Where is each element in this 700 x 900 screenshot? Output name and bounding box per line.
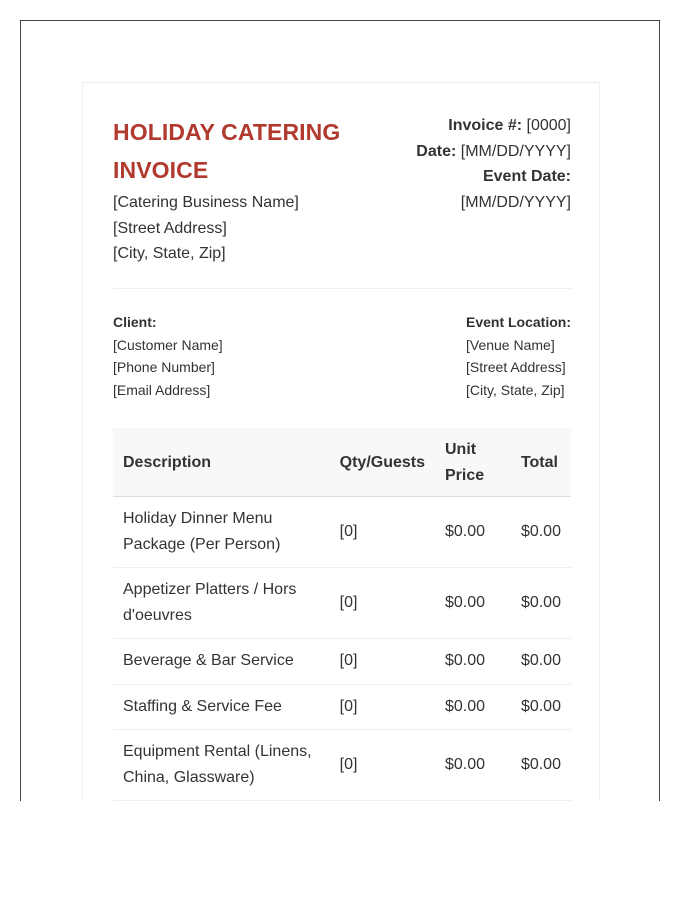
item-qty: [0] bbox=[330, 639, 435, 685]
item-total: $0.00 bbox=[511, 497, 571, 568]
event-date-value: [MM/DD/YYYY] bbox=[460, 193, 571, 211]
invoice-title: HOLIDAY CATERING INVOICE bbox=[113, 119, 341, 183]
client-email: [Email Address] bbox=[113, 381, 211, 398]
venue-name: [Venue Name] bbox=[465, 336, 555, 353]
item-description: Holiday Dinner Menu Package (Per Person) bbox=[113, 497, 330, 568]
header-total: Total bbox=[511, 428, 571, 497]
header-divider bbox=[113, 288, 571, 289]
venue-city: [City, State, Zip] bbox=[465, 381, 565, 398]
invoice-number-label: Invoice #: bbox=[448, 117, 523, 134]
invoice-date-label: Date: bbox=[416, 142, 457, 160]
item-description: Appetizer Platters / Hors d'oeuvres bbox=[113, 568, 330, 639]
business-city: [City, State, Zip] bbox=[113, 245, 226, 262]
item-total: $0.00 bbox=[511, 730, 571, 801]
client-name: [Customer Name] bbox=[113, 336, 223, 353]
line-items-body bbox=[113, 497, 571, 801]
invoice-date-line bbox=[371, 139, 571, 165]
item-unit-price: $0.00 bbox=[435, 639, 511, 685]
business-name: [Catering Business Name] bbox=[113, 194, 299, 211]
item-qty: [0] bbox=[330, 568, 435, 639]
invoice-card bbox=[82, 82, 600, 801]
table-header-row bbox=[113, 428, 571, 497]
table-row bbox=[113, 684, 571, 730]
invoice-meta bbox=[371, 113, 571, 215]
table-row bbox=[113, 730, 571, 801]
item-description: Staffing & Service Fee bbox=[113, 684, 330, 730]
parties-section bbox=[113, 311, 571, 401]
item-total: $0.00 bbox=[511, 639, 571, 685]
line-items-table bbox=[113, 428, 571, 801]
item-total: $0.00 bbox=[511, 568, 571, 639]
header-unit-price: Unit Price bbox=[435, 428, 511, 497]
business-address bbox=[113, 190, 383, 267]
header-description: Description bbox=[113, 428, 330, 497]
event-location-heading: Event Location: bbox=[465, 314, 571, 330]
table-row bbox=[113, 639, 571, 685]
client-block bbox=[113, 311, 223, 401]
item-qty: [0] bbox=[330, 730, 435, 801]
client-heading: Client: bbox=[113, 314, 157, 330]
header-qty-guests: Qty/Guests bbox=[330, 428, 435, 497]
item-unit-price: $0.00 bbox=[435, 730, 511, 801]
item-unit-price: $0.00 bbox=[435, 684, 511, 730]
item-description: Equipment Rental (Linens, China, Glassware) bbox=[113, 730, 330, 801]
item-total: $0.00 bbox=[511, 684, 571, 730]
business-street: [Street Address] bbox=[113, 219, 227, 237]
invoice-number-value: [0000] bbox=[526, 117, 571, 134]
venue-street: [Street Address] bbox=[465, 359, 566, 375]
event-date-line bbox=[371, 164, 571, 190]
item-qty: [0] bbox=[330, 684, 435, 730]
item-unit-price: $0.00 bbox=[435, 568, 511, 639]
item-qty: [0] bbox=[330, 497, 435, 568]
client-phone: [Phone Number] bbox=[113, 359, 215, 375]
line-items-header bbox=[113, 428, 571, 497]
table-row bbox=[113, 568, 571, 639]
invoice-date-value: [MM/DD/YYYY] bbox=[460, 142, 571, 160]
table-row bbox=[113, 497, 571, 568]
document-page bbox=[20, 20, 660, 801]
item-description: Beverage & Bar Service bbox=[113, 639, 330, 685]
event-date-label: Event Date: bbox=[482, 168, 571, 185]
event-location-block bbox=[466, 311, 571, 401]
business-info bbox=[113, 113, 383, 267]
invoice-number-line bbox=[371, 113, 571, 139]
item-unit-price: $0.00 bbox=[435, 497, 511, 568]
